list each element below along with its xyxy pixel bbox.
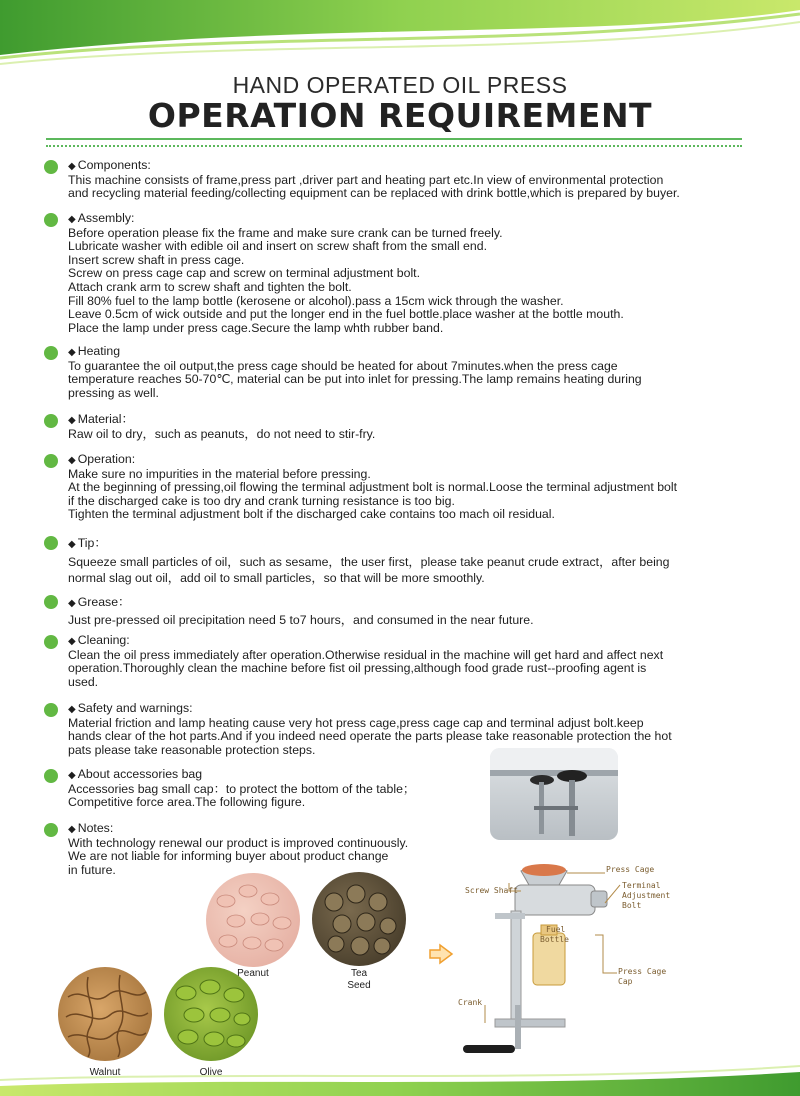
section-line: Raw oil to dry，such as peanuts，do not need to stir-fry. xyxy=(68,426,376,441)
section-heating xyxy=(44,345,754,400)
section-line: Leave 0.5cm of wick outside and put the longer end in the fuel bottle.place washer at the bottle mouth. xyxy=(68,307,624,322)
section-operation xyxy=(44,453,754,522)
section-grease xyxy=(44,594,754,628)
olive-photo xyxy=(164,967,258,1061)
green-bullet-icon xyxy=(44,536,58,550)
section-line: pats please take reasonable protection steps. xyxy=(68,742,316,757)
label-press-cage-cap-2: Cap xyxy=(618,977,633,986)
section-line: Just pre-pressed oil precipitation need 5 to7 hours，and consumed in the near future. xyxy=(68,613,534,627)
green-bullet-icon xyxy=(44,703,58,717)
tea-seed-photo xyxy=(312,872,406,966)
label-fuel-1: Fuel xyxy=(546,925,566,934)
title-divider xyxy=(46,138,742,140)
green-bullet-icon xyxy=(44,769,58,783)
section-line: Place the lamp under press cage.Secure the lamp whth rubber band. xyxy=(68,320,444,335)
section-assembly xyxy=(44,212,754,335)
top-wave-decoration xyxy=(0,0,800,70)
green-bullet-icon xyxy=(44,595,58,609)
section-heading: ◆ Grease： xyxy=(68,594,754,612)
green-bullet-icon xyxy=(44,454,58,468)
section-line: if the discharged cake is too dry and crank turning resistance is too big. xyxy=(68,493,455,508)
section-line: Competitive force area.The following figure. xyxy=(68,795,306,810)
green-bullet-icon xyxy=(44,213,58,227)
peanut-photo xyxy=(206,873,300,967)
section-heading: ◆ Notes: xyxy=(68,822,754,837)
section-safety xyxy=(44,702,754,757)
green-bullet-icon xyxy=(44,823,58,837)
label-terminal-2: Adjustment xyxy=(622,891,671,900)
tea-caption-line1: Tea xyxy=(350,968,368,979)
section-line: Screw on press cage cap and screw on terminal adjustment bolt. xyxy=(68,266,421,281)
section-line: We are not liable for informing buyer about product change xyxy=(68,849,389,864)
title-dotted-divider xyxy=(46,145,742,147)
label-fuel-2: Bottle xyxy=(540,935,569,944)
section-line: Material friction and lamp heating cause very hot press cage,press cage cap and terminal adjust bolt.keep xyxy=(68,715,644,730)
section-heading: ◆ Operation: xyxy=(68,453,754,468)
section-heading: ◆ About accessories bag xyxy=(68,768,754,783)
green-bullet-icon xyxy=(44,346,58,360)
page-title-line2: OPERATION REQUIREMENT xyxy=(147,96,653,135)
section-line: Lubricate washer with edible oil and insert on screw shaft from the small end. xyxy=(68,239,487,254)
section-line: To guarantee the oil output,the press cage should be heated for about 7minutes.when the press cage xyxy=(68,358,618,373)
green-bullet-icon xyxy=(44,160,58,174)
section-line: Make sure no impurities in the material before pressing. xyxy=(68,466,371,481)
tea-caption-line2: Seed xyxy=(347,980,371,991)
page-title-line1: HAND OPERATED OIL PRESS xyxy=(232,72,568,98)
section-line: temperature reaches 50-70℃, material can be put into inlet for pressing.The lamp remains heating during xyxy=(68,372,642,387)
section-line: Tighten the terminal adjustment bolt if the discharged cake contains too mach oil residual. xyxy=(68,507,555,522)
green-bullet-icon xyxy=(44,414,58,428)
section-cleaning xyxy=(44,634,754,689)
peanut-caption: Peanut xyxy=(237,968,269,979)
section-accessories xyxy=(44,768,754,810)
section-heading: ◆ Material： xyxy=(68,413,754,428)
bottom-wave-decoration xyxy=(0,1056,800,1096)
section-line: At the beginning of pressing,oil flowing the terminal adjustment bolt is normal.Loose the terminal adjustment bolt xyxy=(68,480,678,495)
section-heading: ◆ Components: xyxy=(68,159,754,174)
section-line: Clean the oil press immediately after operation.Otherwise residual in the machine will get hard and affect next xyxy=(68,647,664,662)
section-heading: ◆ Tip： xyxy=(68,535,754,554)
section-line: pressing as well. xyxy=(68,385,159,400)
section-line: operation.Thoroughly clean the machine before fist oil pressing,although food grade rust--proofing agent is xyxy=(68,661,647,676)
label-crank: Crank xyxy=(458,998,483,1007)
section-line: normal slag out oil，add oil to small particles，so that will be more smoothly. xyxy=(68,571,485,585)
section-line: and recycling material feeding/collecting equipment can be replaced with drink bottle,which is prepared by buyer. xyxy=(68,186,680,201)
accessories-photo xyxy=(490,748,618,840)
section-line: Before operation please fix the frame and make sure crank can be turned freely. xyxy=(68,225,503,240)
section-line: hands clear of the hot parts.And if you indeed need operate the parts please take reasonable protection the hot xyxy=(68,729,672,744)
section-line: This machine consists of frame,press part ,driver part and heating part etc.In view of environmental protection xyxy=(68,172,664,187)
section-line: used. xyxy=(68,674,99,689)
label-terminal-3: Bolt xyxy=(622,901,642,910)
label-terminal-1: Terminal xyxy=(622,881,661,890)
label-press-cage-cap-1: Press Cage xyxy=(618,967,667,976)
label-press-cage: Press Cage xyxy=(606,865,655,874)
label-screw-shaft: Screw Shaft xyxy=(465,886,518,895)
walnut-caption: Walnut xyxy=(89,1067,121,1078)
section-line: With technology renewal our product is improved continuously. xyxy=(68,835,409,850)
section-heading: ◆ Cleaning: xyxy=(68,634,754,649)
walnut-photo xyxy=(58,967,152,1061)
section-line: Insert screw shaft in press cage. xyxy=(68,252,245,267)
section-line: Accessories bag small cap：to protect the bottom of the table； xyxy=(68,781,416,796)
section-heading: ◆ Heating xyxy=(68,345,754,360)
section-tip xyxy=(44,535,754,587)
arrow-right-icon xyxy=(428,943,454,965)
section-components xyxy=(44,159,754,201)
section-heading: ◆ Assembly: xyxy=(68,212,754,227)
section-line: in future. xyxy=(68,862,116,877)
olive-caption: Olive xyxy=(199,1067,223,1078)
section-line: Attach crank arm to screw shaft and tighten the bolt. xyxy=(68,279,352,294)
section-line: Squeeze small particles of oil，such as sesame，the user first，please take peanut crude extract，after being xyxy=(68,554,670,569)
section-line: Fill 80% fuel to the lamp bottle (kerosene or alcohol).pass a 15cm wick through the washer. xyxy=(68,293,564,308)
section-heading: ◆ Safety and warnings: xyxy=(68,702,754,717)
green-bullet-icon xyxy=(44,635,58,649)
section-material xyxy=(44,413,754,441)
